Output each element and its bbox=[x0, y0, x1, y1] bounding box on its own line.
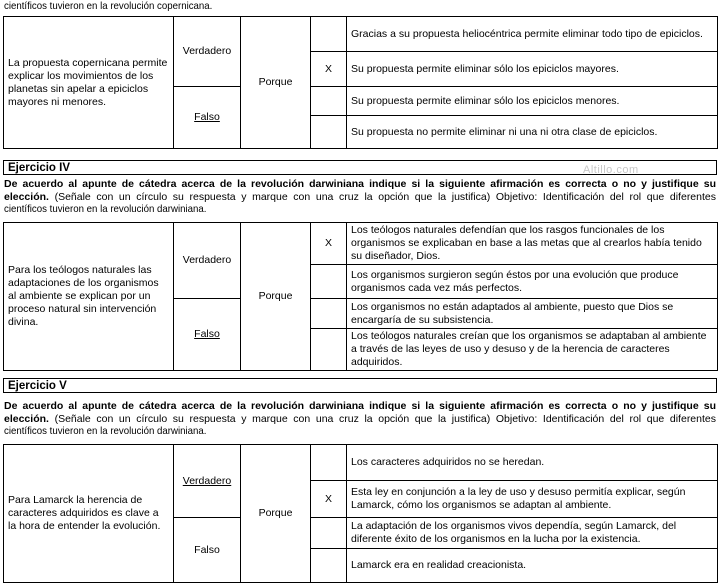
porque-label: Porque bbox=[241, 445, 311, 583]
verdadero-option[interactable]: Verdadero bbox=[174, 445, 241, 518]
verdadero-option[interactable]: Verdadero bbox=[174, 223, 241, 299]
mark-box[interactable]: X bbox=[311, 223, 347, 265]
justification-option: Los caracteres adquiridos no se heredan. bbox=[347, 445, 718, 481]
mark-box[interactable] bbox=[311, 329, 347, 371]
porque-label: Porque bbox=[241, 223, 311, 371]
justification-option: Los teólogos naturales creían que los organismos se adaptaban al ambiente a través de las leyes de uso y desuso y de la herencia de caracteres adquiridos. bbox=[347, 329, 718, 371]
exercise-instructions: De acuerdo al apunte de cátedra acerca de la revolución darwiniana indique si la siguiente afirmación es correcta o no y justifique su elección. (Señale con un círculo su respuesta y marque con una cruz la opción que la justifica) Objetivo: Identificación del rol que diferentes científicos tuvieron en la revolución darwiniana. bbox=[4, 178, 716, 215]
justification-option: Los teólogos naturales defendían que los rasgos funcionales de los organismos se explicaban en base a las metas que al crearlos había tenido su diseñador, Dios. bbox=[347, 223, 718, 265]
exercise-title: Ejercicio IV bbox=[3, 160, 717, 175]
mark-box[interactable] bbox=[311, 518, 347, 549]
question-table-2 bbox=[3, 222, 718, 371]
question-table-1 bbox=[3, 16, 718, 149]
statement-cell: Para Lamarck la herencia de caracteres adquiridos es clave a la hora de entender la evolución. bbox=[4, 445, 174, 583]
mark-box[interactable] bbox=[311, 299, 347, 329]
mark-box[interactable]: X bbox=[311, 481, 347, 518]
mark-box[interactable] bbox=[311, 265, 347, 299]
mark-box[interactable]: X bbox=[311, 52, 347, 87]
justification-option: Su propuesta permite eliminar sólo los epiciclos mayores. bbox=[347, 52, 718, 87]
justification-option: Gracias a su propuesta heliocéntrica permite eliminar todo tipo de epiciclos. bbox=[347, 17, 718, 52]
mark-box[interactable] bbox=[311, 17, 347, 52]
justification-option: Esta ley en conjunción a la ley de uso y desuso permitía explicar, según Lamarck, cómo los organismos se adaptan al ambiente. bbox=[347, 481, 718, 518]
justification-option: Su propuesta no permite eliminar ni una ni otra clase de epiciclos. bbox=[347, 116, 718, 149]
falso-option[interactable]: Falso bbox=[174, 299, 241, 371]
falso-option[interactable]: Falso bbox=[174, 87, 241, 149]
justification-option: Lamarck era en realidad creacionista. bbox=[347, 549, 718, 583]
statement-cell: Para los teólogos naturales las adaptaciones de los organismos al ambiente se explican por un proceso natural sin intervención divina. bbox=[4, 223, 174, 371]
mark-box[interactable] bbox=[311, 445, 347, 481]
watermark: Altillo.com bbox=[583, 164, 639, 176]
statement-cell: La propuesta copernicana permite explicar los movimientos de los planetas sin apelar a epiciclos mayores ni menores. bbox=[4, 17, 174, 149]
porque-label: Porque bbox=[241, 17, 311, 149]
verdadero-option[interactable]: Verdadero bbox=[174, 17, 241, 87]
top-continuation-text: científicos tuvieron en la revolución copernicana. bbox=[4, 0, 213, 12]
mark-box[interactable] bbox=[311, 116, 347, 149]
falso-option[interactable]: Falso bbox=[174, 518, 241, 583]
mark-box[interactable] bbox=[311, 549, 347, 583]
justification-option: Los organismos no están adaptados al ambiente, puesto que Dios se encargaría de su subsistencia. bbox=[347, 299, 718, 329]
exercise-instructions: De acuerdo al apunte de cátedra acerca de la revolución darwiniana indique si la siguiente afirmación es correcta o no y justifique su elección. (Señale con un círculo su respuesta y marque con una cruz la opción que la justifica) Objetivo: Identificación del rol que diferentes científicos tuvieron en la revolución darwiniana. bbox=[4, 400, 716, 437]
justification-option: La adaptación de los organismos vivos dependía, según Lamarck, del diferente éxito de los organismos en la lucha por la existencia. bbox=[347, 518, 718, 549]
question-table-3 bbox=[3, 444, 718, 583]
justification-option: Los organismos surgieron según éstos por una evolución que produce organismos cada vez más perfectos. bbox=[347, 265, 718, 299]
exercise-title: Ejercicio V bbox=[3, 378, 717, 393]
justification-option: Su propuesta permite eliminar sólo los epiciclos menores. bbox=[347, 87, 718, 116]
mark-box[interactable] bbox=[311, 87, 347, 116]
